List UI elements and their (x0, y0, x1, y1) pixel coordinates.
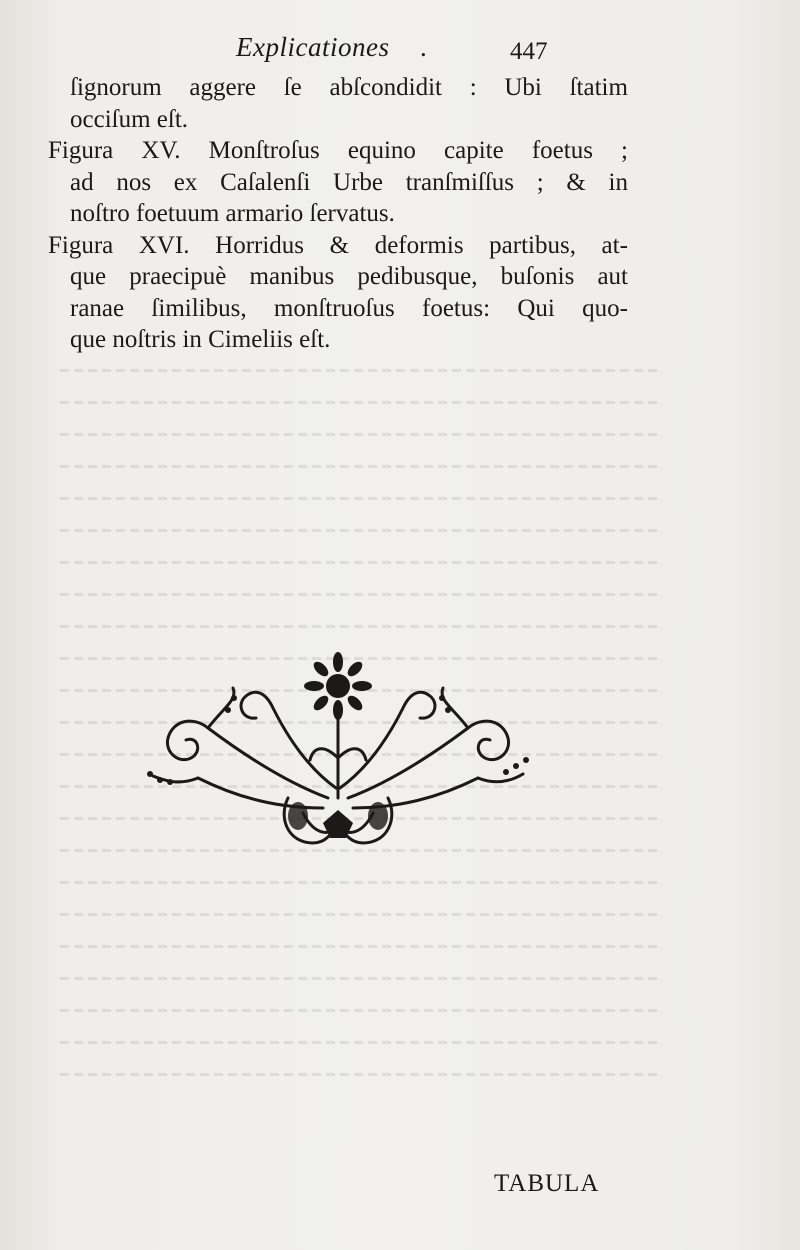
text-line: ſignorum aggere ſe abſcondidit : Ubi ſtatim (70, 74, 628, 101)
text-line: occiſum eſt. (70, 105, 189, 133)
text-line: noſtro foetuum armario ſervatus. (70, 200, 395, 227)
text-line: Figura XVI. Horridus & deformis partibus, at- (48, 231, 628, 259)
text-line: que noſtris in Cimeliis eſt. (70, 326, 331, 353)
text-line: que praecipuè manibus pedibusque, buſonis aut (70, 263, 628, 290)
running-header (0, 32, 800, 72)
catchword: TABULA (494, 1170, 600, 1197)
running-title-dot: . (420, 32, 427, 62)
body-text (48, 72, 628, 356)
text-line: Figura XV. Monſtroſus equino capite foetus ; (48, 137, 628, 164)
text-line: ad nos ex Caſalenſi Urbe tranſmiſſus ; & in (70, 168, 628, 196)
page-number: 447 (510, 38, 548, 65)
floral-tailpiece-ornament-icon (138, 648, 538, 868)
text-line: ranae ſimilibus, monſtruoſus foetus: Qui quo- (70, 294, 628, 322)
running-title: Explicationes (236, 32, 390, 62)
